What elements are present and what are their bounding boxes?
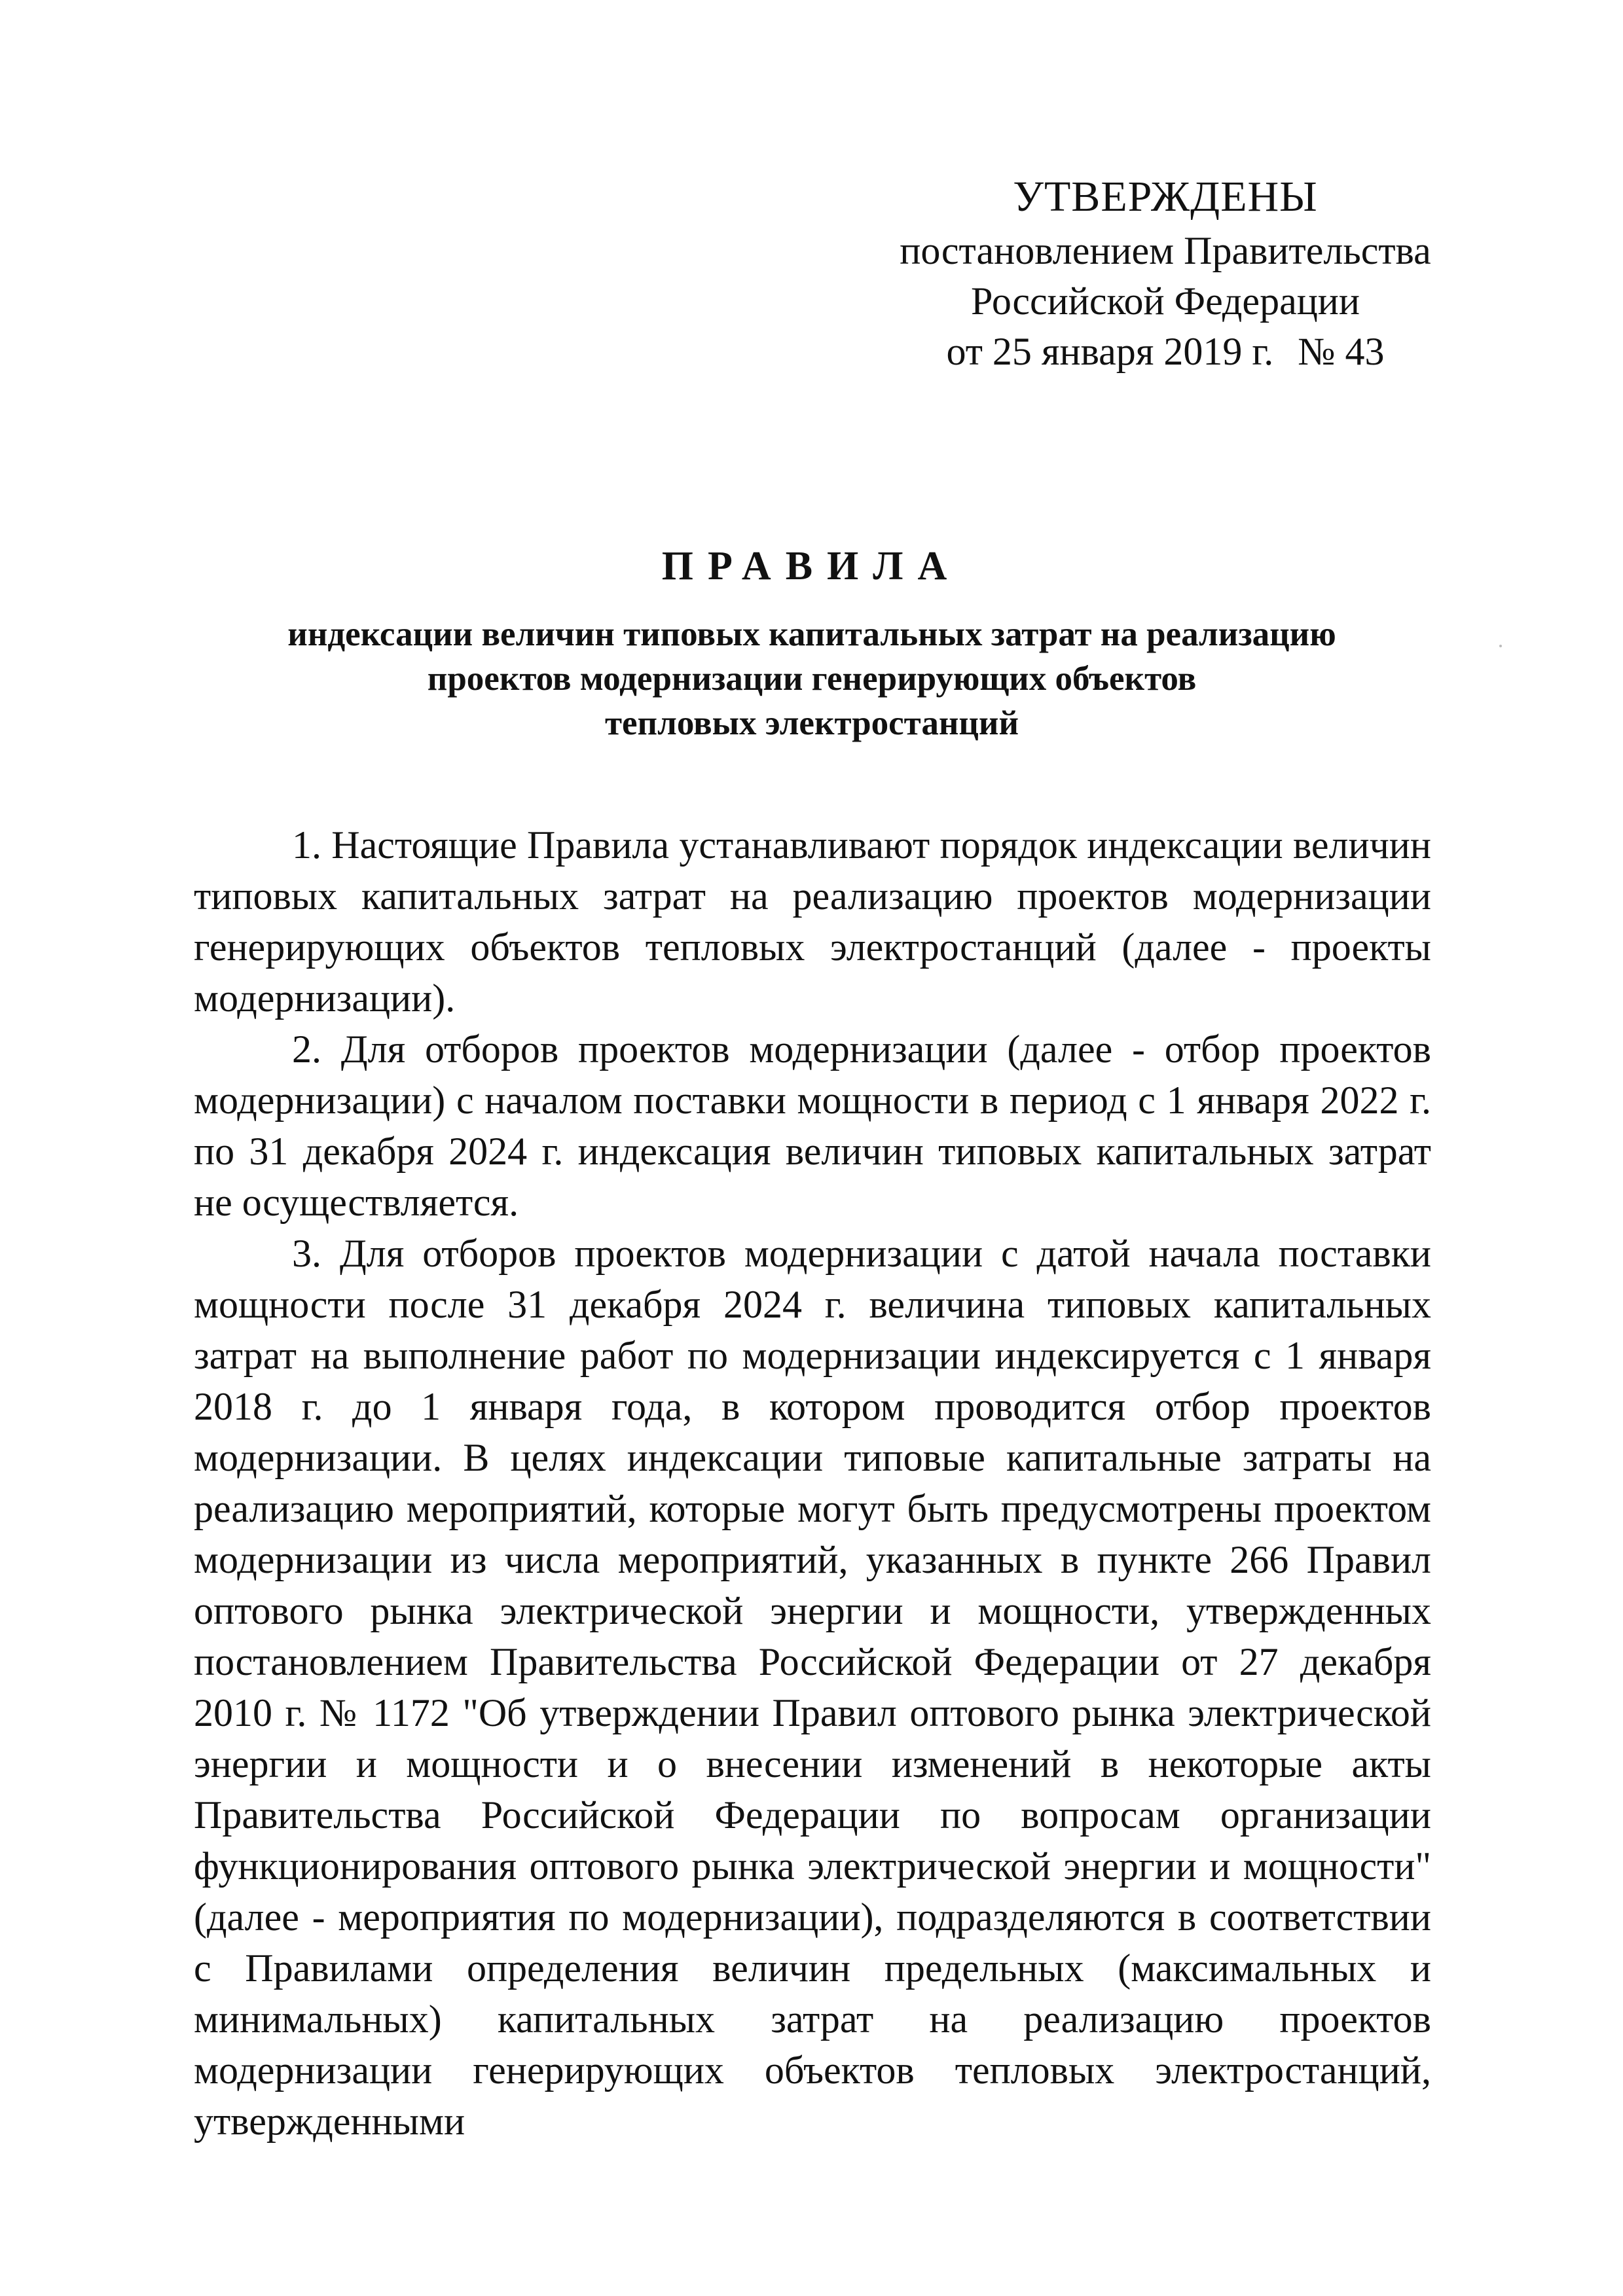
approval-line-1: постановлением Правительства xyxy=(900,229,1431,272)
approval-line-2: Российской Федерации xyxy=(970,279,1360,323)
paragraph-3: 3. Для отборов проектов модернизации с датой начала поставки мощности после 31 декабря 2024 г. величина типовых капитальных затрат на выполнение работ по модернизации индексируется с 1 января 2018 г. до 1 января года, в котором проводится отбор проектов модернизации. В целях индексации типовые капитальные затраты на реализацию мероприятий, которые могут быть предусмотрены проектом модернизации из числа мероприятий, указанных в пункте 266 Правил оптового рынка электрической энергии и мощности, утвержденных постановлением Правительства Российской Федерации от 27 декабря 2010 г. № 1172 "Об утверждении Правил оптового рынка электрической энергии и мощности и о внесении изменений в некоторые акты Правительства Российской Федерации по вопросам организации функционирования оптового рынка электрической энергии и мощности" (далее - мероприятия по модернизации), подразделяются в соответствии с Правилами определения величин предельных (максимальных и минимальных) капитальных затрат на реализацию проектов модернизации генерирующих объектов тепловых электростанций, утвержденными xyxy=(194,1232,1431,2143)
subtitle-line-3: тепловых электростанций xyxy=(604,704,1019,742)
approval-number: 43 xyxy=(1345,330,1385,373)
approval-date-line xyxy=(877,327,1453,377)
approved-heading: УТВЕРЖДЕНЫ xyxy=(1013,173,1318,221)
document-subtitle xyxy=(210,612,1414,745)
subtitle-line-2: проектов модернизации генерирующих объектов xyxy=(427,660,1197,698)
approval-block xyxy=(877,171,1453,377)
subtitle-line-1: индексации величин типовых капитальных затрат на реализацию xyxy=(287,615,1336,653)
paragraph-1: 1. Настоящие Правила устанавливают порядок индексации величин типовых капитальных затрат на реализацию проектов модернизации генерирующих объектов тепловых электростанций (далее - проекты модернизации). xyxy=(194,823,1431,1020)
approval-date: от 25 января 2019 г. xyxy=(946,330,1274,373)
scan-speck xyxy=(1499,645,1502,647)
document-title: ПРАВИЛА xyxy=(661,544,962,588)
document-body xyxy=(194,819,1431,2147)
number-sign: № xyxy=(1298,330,1336,373)
paragraph-2: 2. Для отборов проектов модернизации (далее - отбор проектов модернизации) с началом поставки мощности в период с 1 января 2022 г. по 31 декабря 2024 г. индексация величин типовых капитальных затрат не осуществляется. xyxy=(194,1028,1431,1224)
